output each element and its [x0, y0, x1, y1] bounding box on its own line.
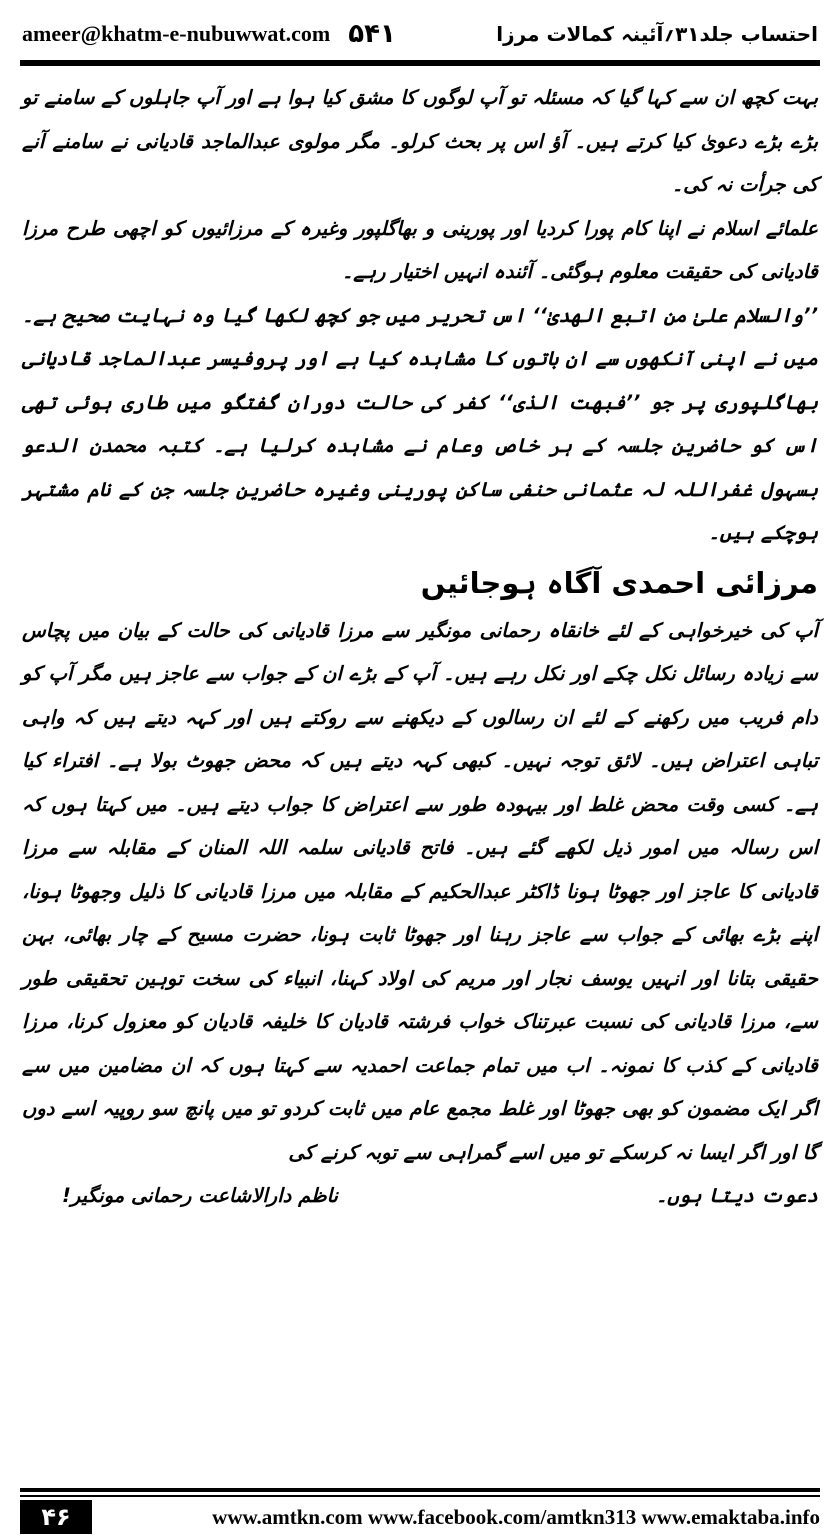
footer-rules	[20, 1488, 820, 1497]
footer-links[interactable]: www.amtkn.com www.facebook.com/amtkn313 www.emaktaba.info	[212, 1504, 820, 1529]
header-page-number: ۵۴۱	[348, 19, 396, 49]
page-header	[22, 14, 818, 54]
paragraph-3: ’’والسلام علیٰ من اتبع الھدیٰ‘‘ اس تحریر میں جو کچھ لکھا گیا وہ نہایت صحیح ہے۔ میں نے اپنی آنکھوں سے ان باتوں کا مشاہدہ کیا ہے اور پروفیسر عبدالماجد قادیانی بھاگلپوری پر جو ’’فبھت الذی‘‘ کفر کی حالت دوران گفتگو میں طاری ہوئی تھی اس کو حاضرین جلسہ کے ہر خاص وعام نے مشاہدہ کرلیا ہے۔ کتبہ محمدن الدعو بسہول غفراللہ لہ عثمانی حنفی ساکن پورینی وغیرہ حاضرین جلسہ جن کے نام مشتہر ہوچکے ہیں۔	[22, 303, 818, 544]
header-title: احتساب جلد۳۱؍آئینہ کمالات مرزا	[496, 22, 818, 46]
signature: ناظم دارالاشاعت رحمانی مونگیر!	[62, 1184, 338, 1207]
header-email[interactable]: ameer@khatm-e-nubuwwat.com	[22, 21, 331, 46]
section-heading: مرزائی احمدی آگاہ ہوجائیں	[420, 565, 818, 600]
paragraph-1: بہت کچھ ان سے کہا گیا کہ مسئلہ تو آپ لوگوں کا مشق کیا ہوا ہے اور آپ جاہلوں کے سامنے تو بڑے بڑے دعویٰ کیا کرتے ہیں۔ آؤ اس پر بحث کرلو۔ مگر مولوی عبدالماجد قادیانی نے سامنے آنے کی جرأت نہ کی۔	[22, 86, 818, 196]
footer-rule-thick	[20, 1488, 820, 1492]
paragraph-2: علمائے اسلام نے اپنا کام پورا کردیا اور پورینی و بھاگلپور وغیرہ کے مرزائیوں کو اچھی طرح مرزا قادیانی کی حقیقت معلوم ہوگئی۔ آئندہ انہیں اختیار رہے۔	[22, 216, 818, 283]
closing-text: دعوت دیتا ہوں۔	[655, 1184, 818, 1207]
page-body	[22, 76, 818, 1460]
header-rule	[20, 60, 820, 66]
header-left	[22, 19, 396, 49]
footer-page-number: ۴۶	[20, 1500, 92, 1534]
page-footer	[20, 1497, 820, 1537]
closing-row	[22, 1174, 818, 1218]
main-paragraph: آپ کی خیرخواہی کے لئے خانقاہ رحمانی مونگیر سے مرزا قادیانی کی حالت کے بیان میں پچاس سے زیادہ رسائل نکل چکے اور نکل رہے ہیں۔ آپ کے بڑے ان کے جواب سے عاجز ہیں مگر آپ کو دام فریب میں رکھنے کے لئے ان رسالوں کے دیکھنے سے روکتے ہیں اور کہہ دیتے ہیں کہ واہی تباہی اعتراض ہیں۔ لائق توجہ نہیں۔ کبھی کہہ دیتے ہیں کہ محض جھوٹ بولا ہے۔ افتراء کیا ہے۔ کسی وقت محض غلط اور بیہودہ طور سے اعتراض کا جواب دیتے ہیں۔ میں کہتا ہوں کہ اس رسالہ میں امور ذیل لکھے گئے ہیں۔ فاتح قادیانی سلمہ اللہ المنان کے مقابلہ سے مرزا قادیانی کا عاجز اور جھوٹا ہونا ڈاکٹر عبدالحکیم کے مقابلہ میں مرزا قادیانی کا ذلیل وجھوٹا ہونا، اپنے بڑے بھائی کے جواب سے عاجز رہنا اور جھوٹا ثابت ہونا، حضرت مسیح کے چار بھائی، بہن حقیقی بتانا اور انہیں یوسف نجار اور مریم کی اولاد کہنا، انبیاء کی سخت توہین تحقیقی طور سے، مرزا قادیانی کی نسبت عبرتناک خواب فرشتہ قادیان کا خلیفہ قادیان کو معزول کرنا، مرزا قادیانی کے کذب کا نمونہ۔ اب میں تمام جماعت احمدیہ سے کہتا ہوں کہ ان مضامین میں سے اگر ایک مضمون کو بھی جھوٹا اور غلط مجمع عام میں ثابت کردو تو میں پانچ سو روپیہ اسے دوں گا اور اگر ایسا نہ کرسکے تو میں اسے گمراہی سے توبہ کرنے کی	[22, 618, 818, 1164]
